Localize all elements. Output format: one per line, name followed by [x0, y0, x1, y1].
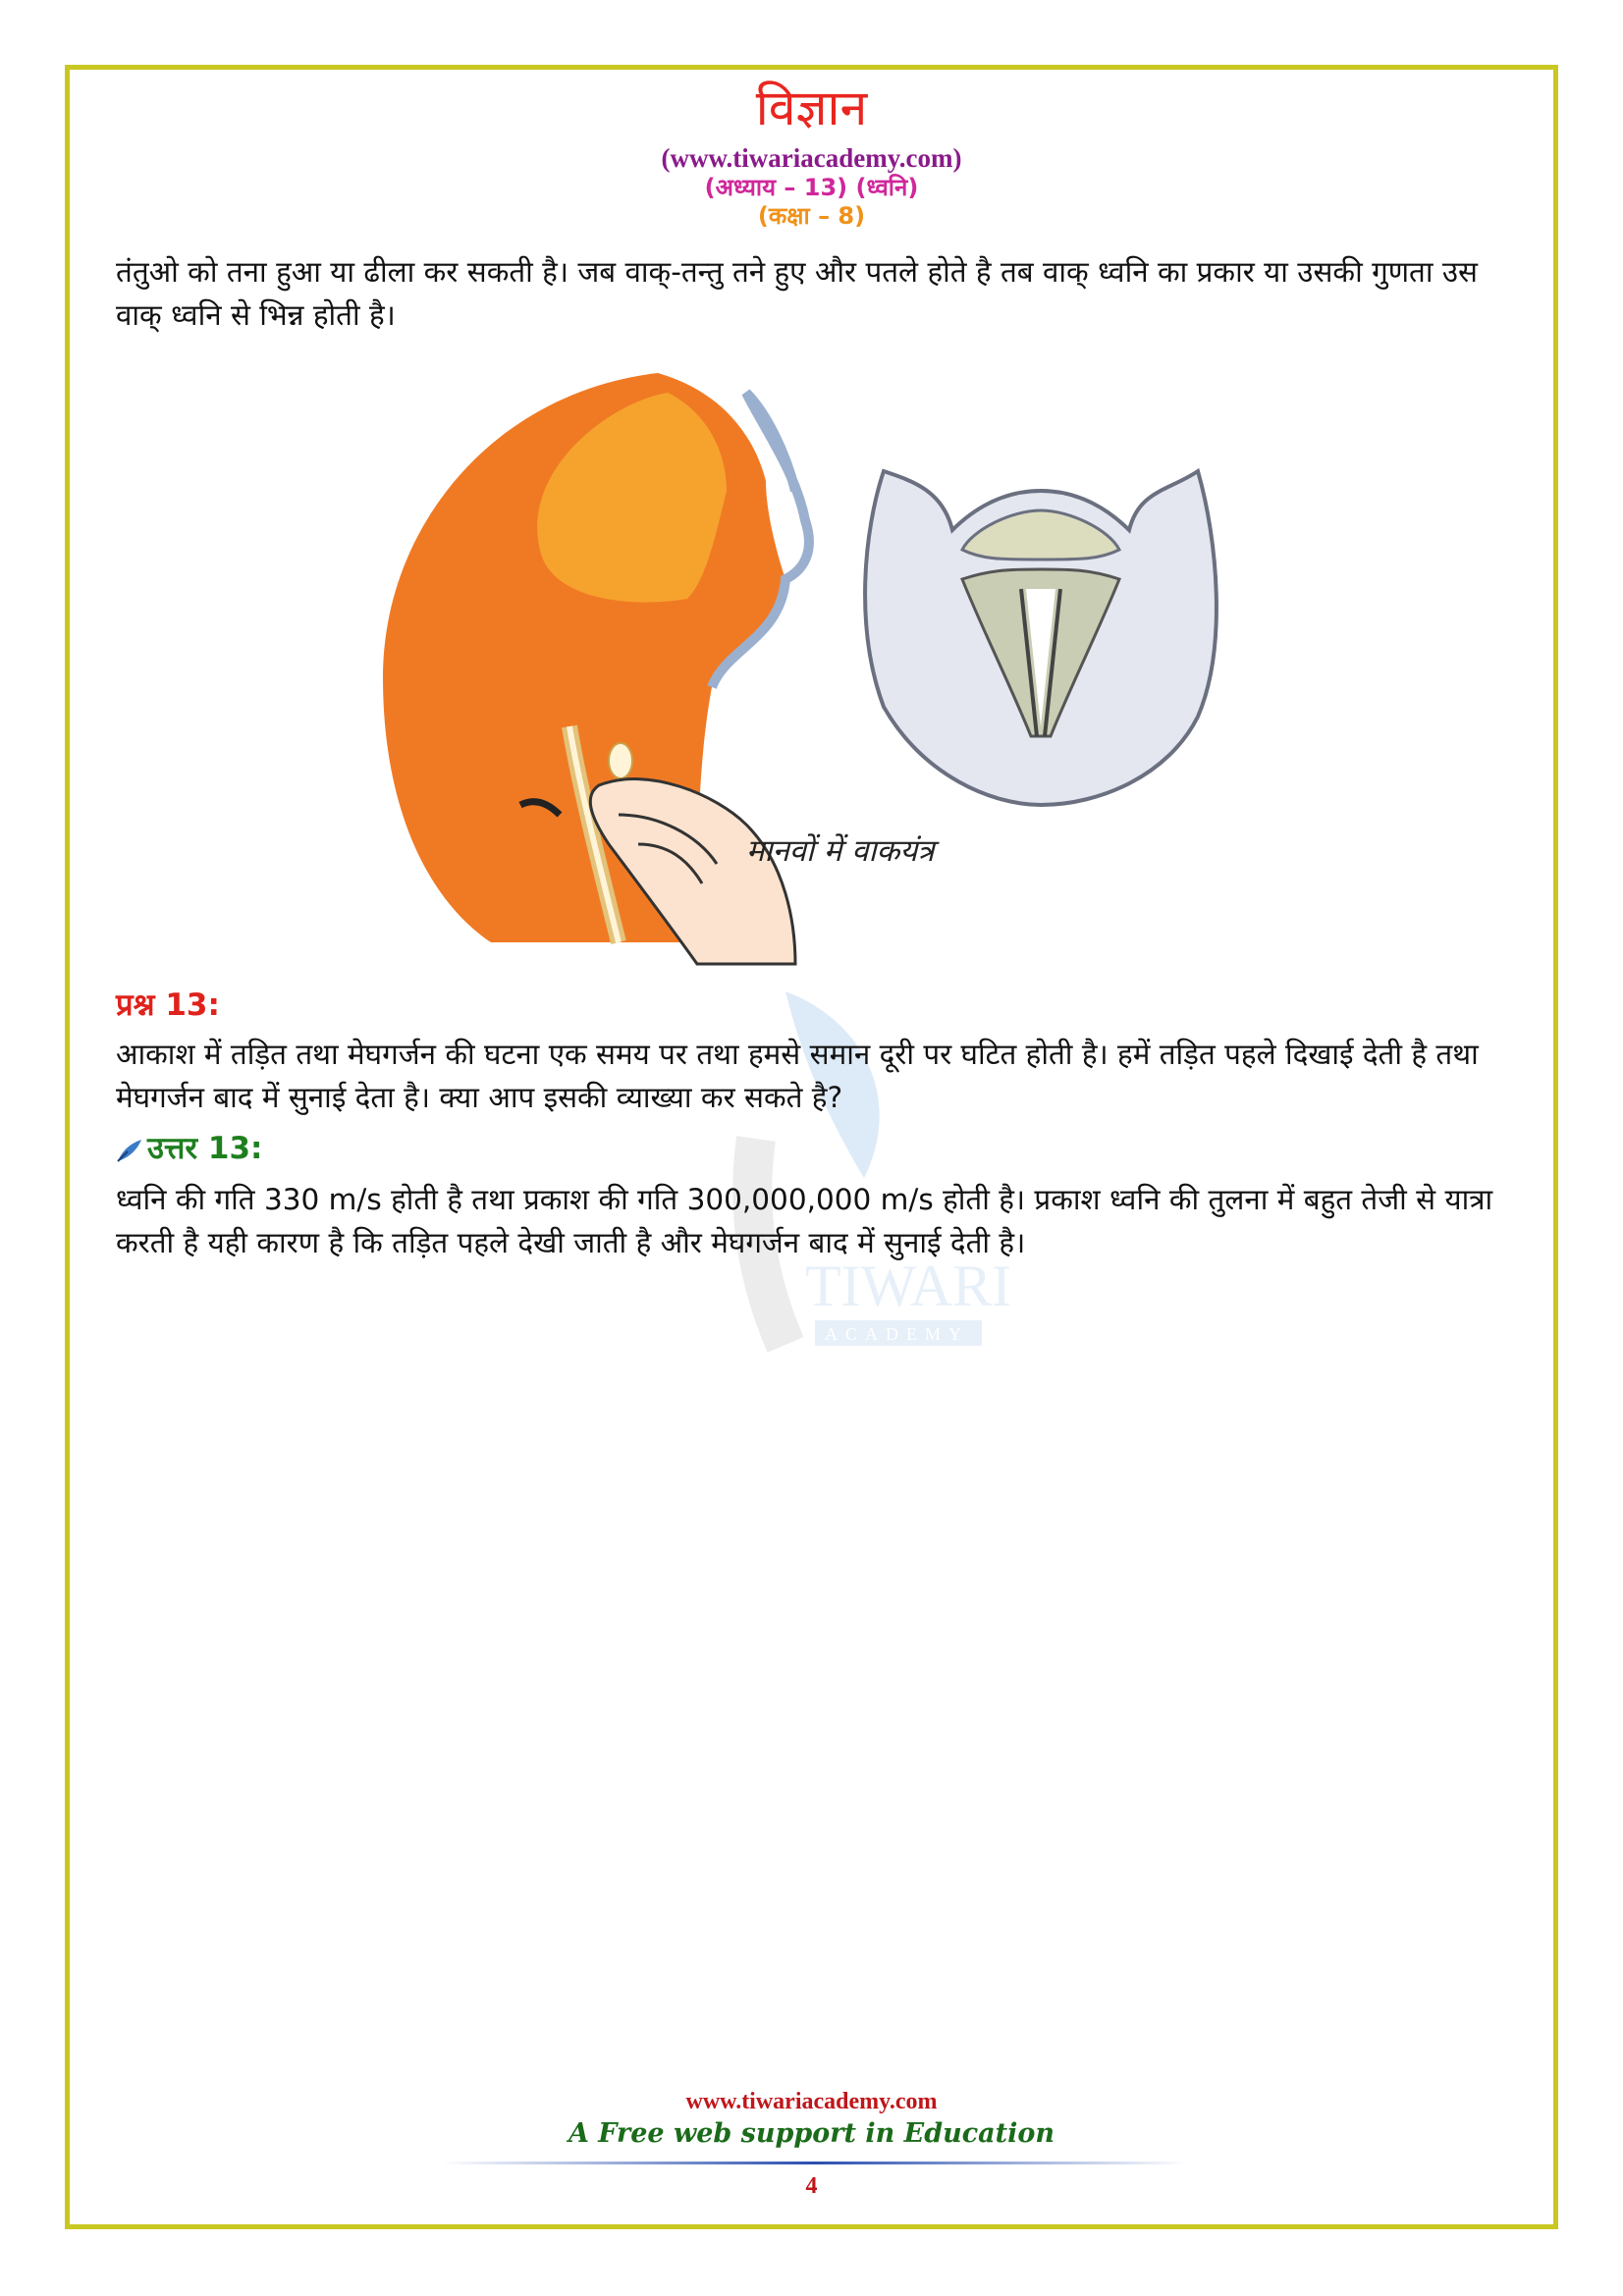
watermark-word-1: TIWARI: [805, 1254, 1011, 1318]
question-label: प्रश्न 13:: [116, 988, 220, 1023]
footer-website[interactable]: www.tiwariacademy.com: [685, 2089, 938, 2114]
figure-caption: मानवों में वाकयंत्र: [746, 833, 935, 869]
answer-label: उत्तर 13:: [147, 1131, 263, 1166]
footer-tagline: A Free web support in Education: [568, 2118, 1055, 2149]
subject-title: विज्ञान: [755, 80, 868, 136]
class-label: (कक्षा – 8): [757, 202, 866, 230]
watermark-word-2: ACADEMY: [825, 1324, 970, 1344]
intro-paragraph: तंतुओ को तना हुआ या ढीला कर सकती है। जब वाक्-तन्तु तने हुए और पतले होते है तब वाक् ध्वनि का प्रकार या उसकी गुणता उस वाक् ध्वनि से भिन्न होती है।: [116, 255, 1478, 332]
header-website[interactable]: (www.tiwariacademy.com): [661, 143, 962, 173]
larynx-top-view: [865, 471, 1217, 805]
answer-heading: [116, 1127, 262, 1168]
chapter-label: (अध्याय – 13) (ध्वनि): [704, 174, 919, 201]
page-header: [0, 79, 1623, 230]
page-number: 4: [805, 2173, 818, 2199]
question-text: आकाश में तड़ित तथा मेघगर्जन की घटना एक समय पर तथा हमसे समान दूरी पर घटित होती है। हमें तड़ित पहले दिखाई देती है तथा मेघगर्जन बाद में सुनाई देता है। क्या आप इसकी व्याख्या कर सकते है?: [116, 1038, 1479, 1114]
larynx-figure: [373, 353, 1257, 964]
footer-divider: [442, 2162, 1188, 2164]
answer-text: ध्वनि की गति 330 m/s होती है तथा प्रकाश की गति 300,000,000 m/s होती है। प्रकाश ध्वनि की तुलना में बहुत तेजी से यात्रा करती है यही कारण है कि तड़ित पहले देखी जाती है और मेघगर्जन बाद में सुनाई देती है।: [116, 1183, 1493, 1259]
head-side-illustration: [383, 373, 809, 964]
pen-nib-icon: [116, 1138, 143, 1163]
